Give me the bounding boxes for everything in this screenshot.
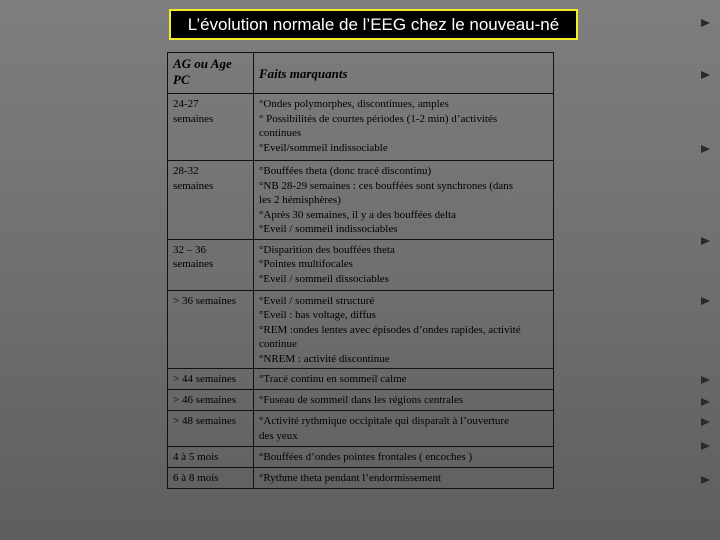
header-age-cell: [168, 53, 254, 94]
table-row: [168, 94, 554, 161]
fact-line: °Disparition des bouffées theta: [259, 243, 395, 256]
age-cell: [168, 390, 254, 411]
arrow-bullet-icon: [701, 297, 710, 305]
table-row: [168, 390, 554, 411]
age-text: 24-27: [173, 98, 199, 110]
age-text: 32 – 36: [173, 243, 206, 256]
arrow-bullet-icon: [701, 237, 710, 245]
fact-line: des yeux: [259, 429, 298, 442]
fact-line: °NB 28-29 semaines : ces bouffées sont synchrones (dans: [259, 179, 514, 192]
age-cell: [168, 468, 254, 489]
age-text: > 46 semaines: [173, 394, 237, 406]
facts-cell: [254, 239, 554, 290]
facts-cell: [254, 161, 554, 240]
age-cell: [168, 411, 254, 447]
facts-cell: [254, 447, 554, 468]
header-facts-cell: Faits marquants: [254, 53, 554, 94]
fact-line: °NREM : activité discontinue: [259, 352, 390, 365]
arrow-bullet-icon: [701, 476, 710, 484]
table-row: [168, 161, 554, 240]
fact-line: les 2 hémisphères): [259, 194, 341, 206]
facts-cell: [254, 369, 554, 390]
fact-line: continue: [259, 338, 297, 350]
table-row: [168, 369, 554, 390]
age-text: 6 à 8 mois: [173, 472, 219, 484]
fact-line: °Bouffées theta (donc tracé discontinu): [259, 165, 432, 177]
table-row: [168, 411, 554, 447]
facts-cell: [254, 290, 554, 369]
facts-cell: [254, 411, 554, 447]
arrow-bullet-icon: [701, 418, 710, 426]
table-row: [168, 290, 554, 369]
eeg-evolution-table: [167, 52, 554, 489]
age-cell: [168, 447, 254, 468]
arrow-bullet-icon: [701, 71, 710, 79]
table-header-row: [168, 53, 554, 94]
table-row: [168, 468, 554, 489]
header-age-line: PC: [173, 72, 190, 87]
age-text: semaines: [173, 179, 214, 192]
fact-line: °Eveil/sommeil indissociable: [259, 141, 388, 154]
fact-line: °Eveil / sommeil dissociables: [259, 272, 389, 285]
age-cell: [168, 239, 254, 290]
fact-line: °Eveil / sommeil indissociables: [259, 223, 398, 235]
fact-line: °Eveil / sommeil structuré: [259, 294, 375, 307]
age-text: semaines: [173, 258, 214, 270]
age-text: semaines: [173, 112, 214, 125]
fact-line: °Activité rythmique occipitale qui disparaît à l’ouverture: [259, 415, 509, 427]
facts-cell: [254, 468, 554, 489]
age-cell: [168, 94, 254, 161]
fact-line: °REM :ondes lentes avec épisodes d’ondes rapides, activité: [259, 323, 521, 336]
arrow-bullet-icon: [701, 145, 710, 153]
age-cell: [168, 369, 254, 390]
fact-line: °Rythme theta pendant l’endormissement: [259, 472, 442, 484]
fact-line: °Fuseau de sommeil dans les régions centrales: [259, 394, 464, 406]
fact-line: °Pointes multifocales: [259, 258, 353, 270]
arrow-bullet-icon: [701, 398, 710, 406]
age-text: > 44 semaines: [173, 373, 237, 385]
table-row: [168, 447, 554, 468]
fact-line: °Bouffées d’ondes pointes frontales ( encoches ): [259, 451, 473, 463]
age-text: 4 à 5 mois: [173, 451, 219, 463]
arrow-bullet-icon: [701, 442, 710, 450]
fact-line: °Tracé continu en sommeil calme: [259, 373, 407, 385]
facts-cell: [254, 94, 554, 161]
arrow-bullet-icon: [701, 19, 710, 27]
facts-cell: [254, 390, 554, 411]
fact-line: °Après 30 semaines, il y a des bouffées delta: [259, 208, 456, 221]
fact-line: continues: [259, 127, 302, 139]
age-text: 28-32: [173, 165, 199, 177]
fact-line: °Eveil : bas voltage, diffus: [259, 309, 376, 321]
arrow-bullet-icon: [701, 376, 710, 384]
age-cell: [168, 290, 254, 369]
header-age-line: AG ou Age: [173, 56, 232, 71]
age-text: > 36 semaines: [173, 294, 237, 307]
age-cell: [168, 161, 254, 240]
table-row: [168, 239, 554, 290]
fact-line: °Ondes polymorphes, discontinues, amples: [259, 98, 449, 110]
fact-line: ° Possibilités de courtes périodes (1-2 min) d’activités: [259, 112, 498, 125]
age-text: > 48 semaines: [173, 415, 237, 427]
slide-title: L’évolution normale de l’EEG chez le nouveau-né: [169, 9, 578, 40]
